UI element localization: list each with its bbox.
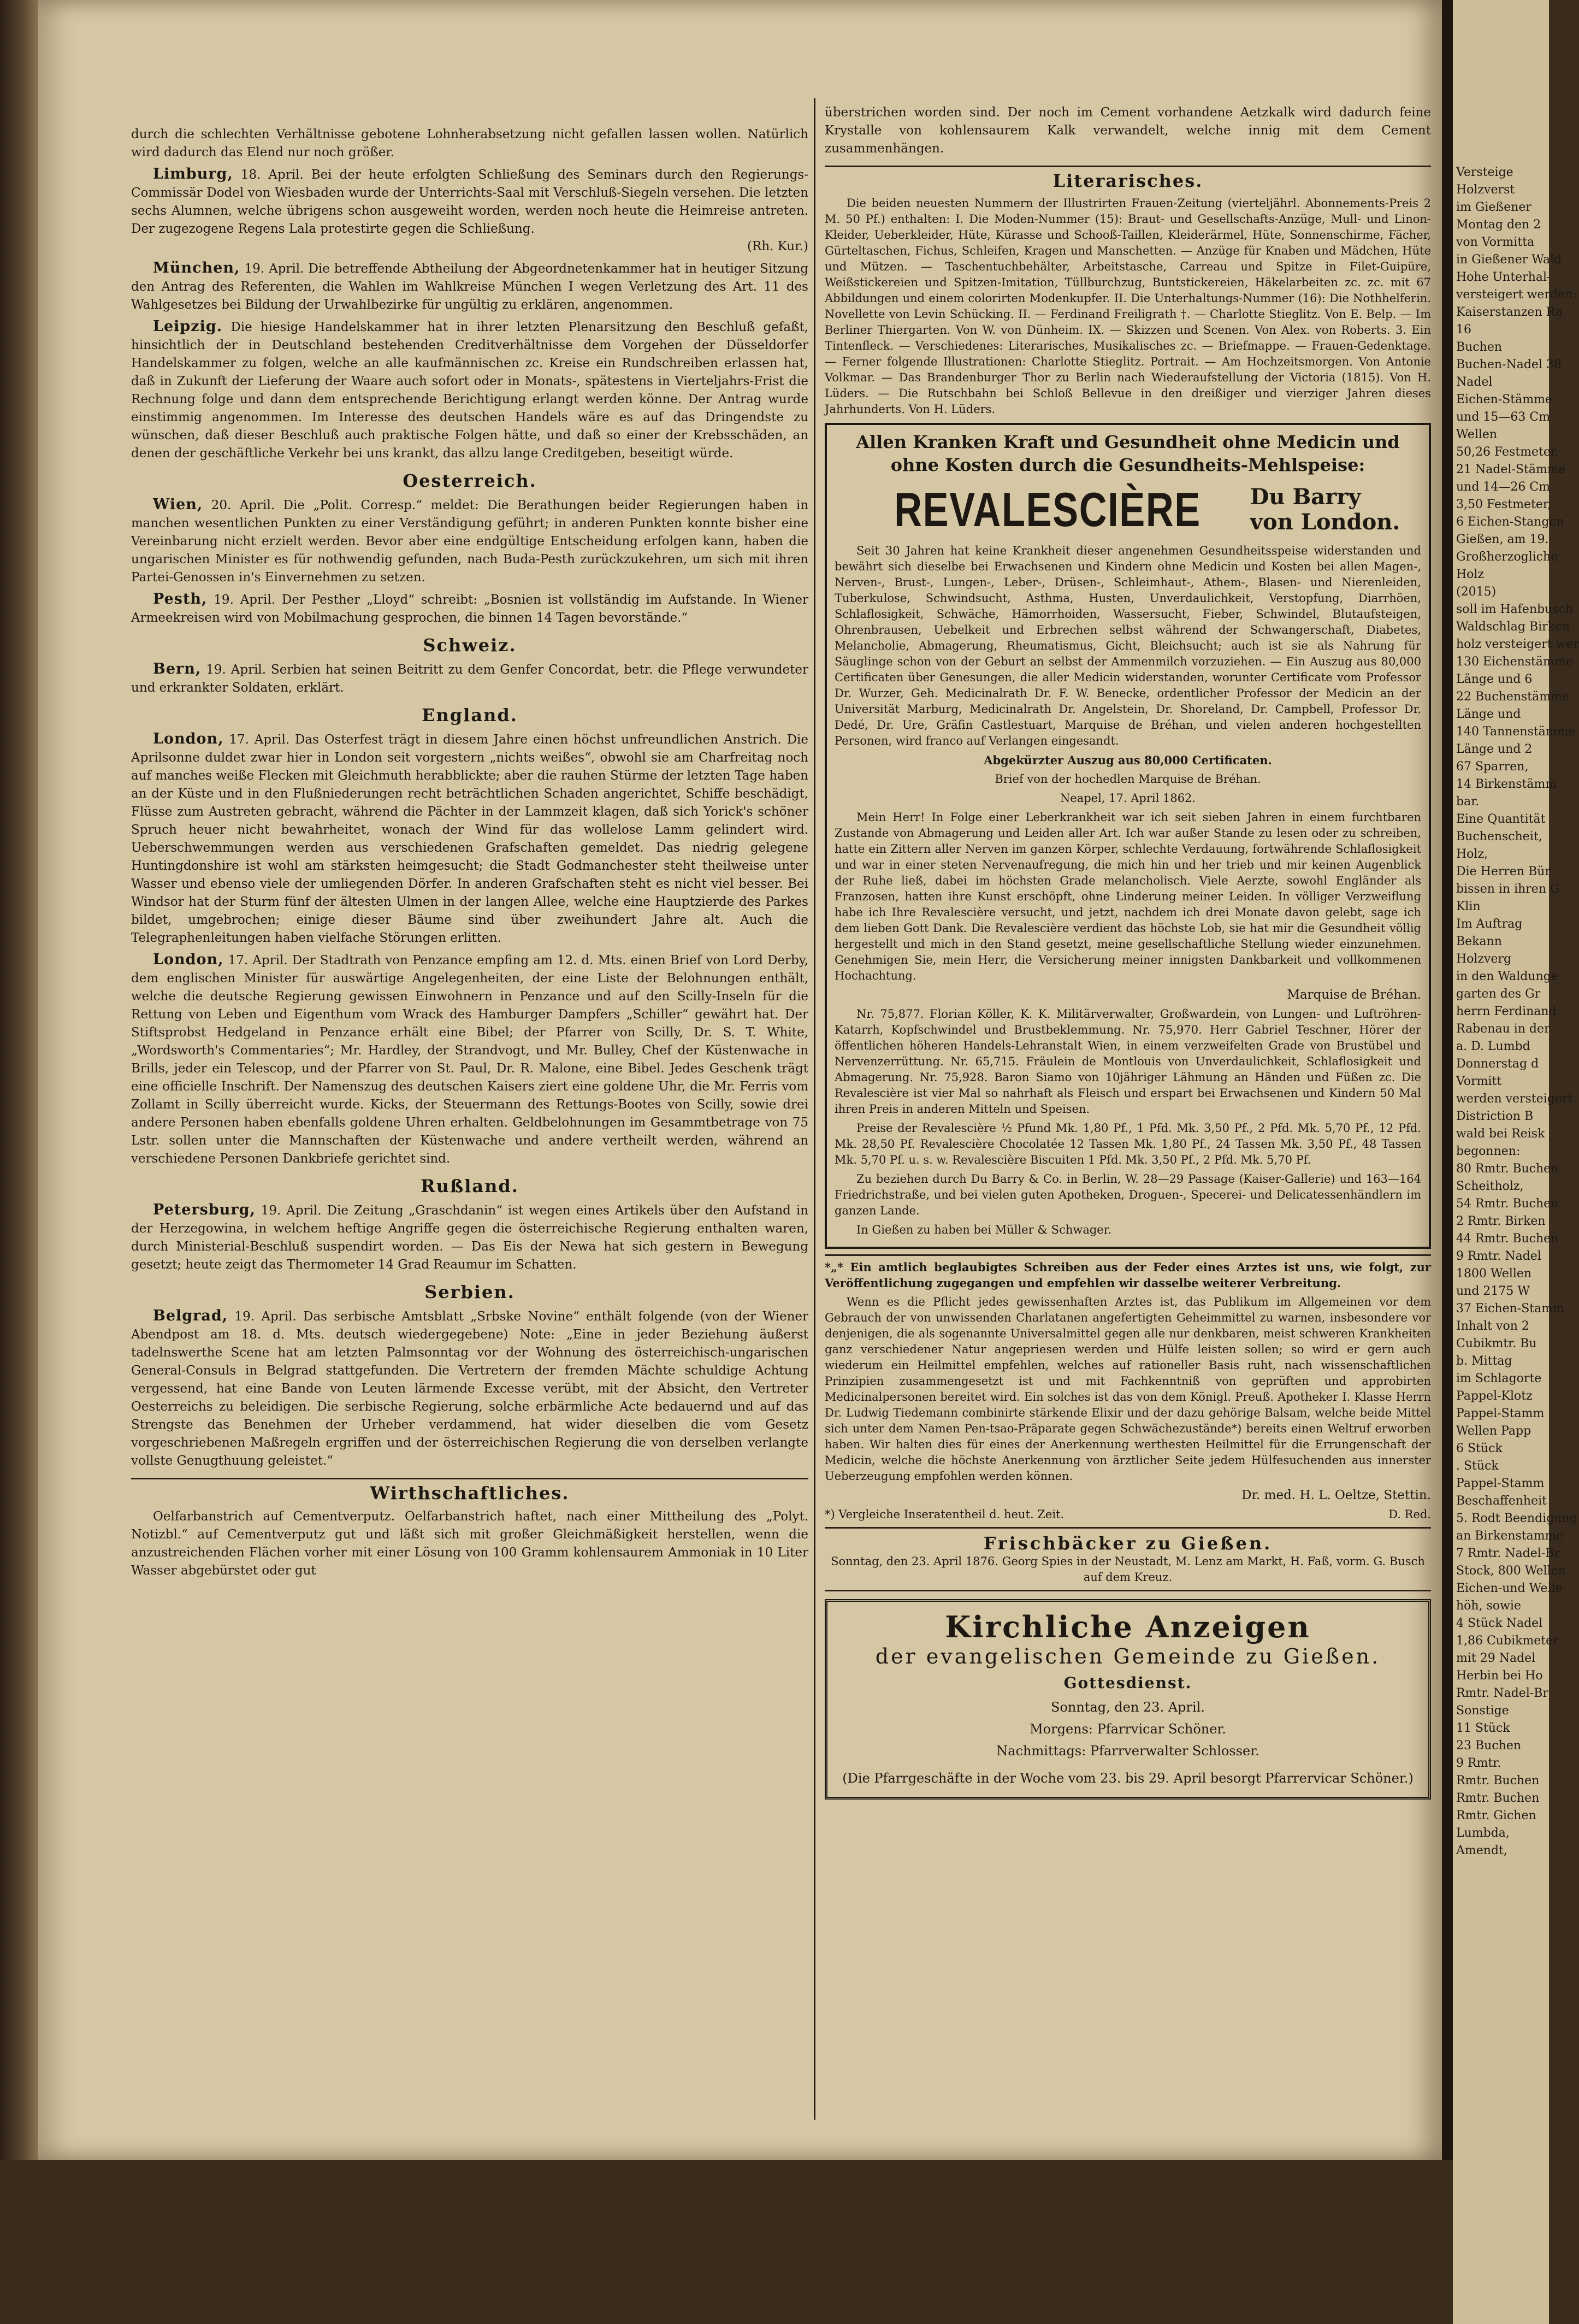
adjacent-page-line: Holzverg xyxy=(1456,952,1512,966)
adjacent-page-line: . Stück xyxy=(1456,1459,1499,1473)
brand-sub-2: von London. xyxy=(1250,509,1400,535)
adjacent-page-line: Pappel-Klotz xyxy=(1456,1389,1533,1403)
brand-sub-1: Du Barry xyxy=(1250,484,1361,510)
article-text: 17. April. Der Stadtrath von Penzance empfing am 12. d. Mts. einen Brief von Lord Derby, dem englischen Minister für auswärtige Angelegenheiten, der eine Liste der Belohnungen enthält, welche die deutsche Regierung gewissen Einwohnern in Penzance und auf den Scilly-Inseln für die Rettung von Leben und Eigenthum vom Wrack des Hamburger Dampfers „Schiller“ gewährt hat. Der Stiftsprobst Hedgeland in Penzance erhält eine Bibel; der Pfarrer von Scilly, Dr. S. T. White, „Wordsworth's Commentaries“; Mr. Hardley, der Strandvogt, und Mr. Bulley, Chef der Küstenwache in Brills, jeder ein Telescop, und der Pfarrer von St. Paul, Dr. R. Malone, eine Bibel. Jedes Geschenk trägt eine officielle Inschrift. Der Namenszug des deutschen Kaisers ziert eine goldene Uhr, die Mr. Ferris vom Zollamt in Scilly überreicht wurde. Kicks, der Steuermann des Rettungs-Bootes von Scilly, sowie drei andere Personen haben ebenfalls goldene Uhren erhalten. Geldbelohnungen im Gesammtbetrage von 75 Lstr. sollen unter die Mannschaften der Küstenwache und andere vertheilt werden, während an verschiedene Personen Dankbriefe gerichtet sind. xyxy=(131,953,808,1166)
adjacent-page-line: garten des Gr xyxy=(1456,987,1541,1001)
ad-letter-signature: Marquise de Bréhan. xyxy=(1287,988,1421,1002)
adjacent-page-line: in den Waldunge xyxy=(1456,970,1558,983)
section-heading-oesterreich: Oesterreich. xyxy=(403,470,537,491)
adjacent-page-line: Versteige xyxy=(1456,166,1513,179)
adjacent-page-line: Vormitt xyxy=(1456,1075,1502,1088)
dateline-place: Leipzig. xyxy=(153,318,223,335)
adjacent-page-line: Donnerstag d xyxy=(1456,1057,1539,1071)
dateline-place: München, xyxy=(153,259,240,276)
ad-letter-date: Neapel, 17. April 1862. xyxy=(1060,792,1196,805)
article-limburg xyxy=(131,165,808,238)
divider xyxy=(825,1527,1431,1529)
adjacent-page-line: Bekann xyxy=(1456,935,1502,948)
article-petersburg xyxy=(131,1201,808,1274)
dateline-place: Limburg, xyxy=(153,166,233,182)
article-pesth xyxy=(131,590,808,627)
adjacent-page-line: 5. Rodt Beendigung xyxy=(1456,1512,1577,1525)
adjacent-page-line: 11 Stück xyxy=(1456,1721,1510,1735)
adjacent-page-line: 1800 Wellen xyxy=(1456,1267,1532,1281)
adjacent-page-line: 7 Rmtr. Nadel-Br xyxy=(1456,1547,1560,1560)
adjacent-page-line: herrn Ferdinand xyxy=(1456,1005,1557,1018)
adjacent-page-line: versteigert werden: xyxy=(1456,288,1577,302)
adjacent-page-line: Holz xyxy=(1456,568,1485,581)
adjacent-page-line: 14 Birkenstämm xyxy=(1456,777,1557,791)
brand-name: REVALESCIÈRE xyxy=(894,482,1201,536)
adjacent-page-line: 16 xyxy=(1456,323,1471,337)
adjacent-page-line: bar. xyxy=(1456,795,1480,809)
article-london-2 xyxy=(131,951,808,1168)
adjacent-page-line: 130 Eichenstämme xyxy=(1456,655,1573,669)
article-text: 19. April. Die betreffende Abtheilung der Abgeordnetenkammer hat in heutiger Sitzung den Antrag des Referenten, die Wahlen im Wahlkreise München I wegen Verletzung des Art. 11 des Wahlgesetzes bei Bildung der Urwahlbezirke für ungültig zu erklären, angenommen. xyxy=(131,262,808,312)
adjacent-page-line: 54 Rmtr. Buchen xyxy=(1456,1197,1559,1211)
adjacent-page-line: höh, sowie xyxy=(1456,1599,1521,1613)
kirche-nachmittags: Nachmittags: Pfarrverwalter Schlosser. xyxy=(996,1743,1259,1759)
ad-prices: Preise der Revalescière ½ Pfund Mk. 1,80 Pf., 1 Pfd. Mk. 3,50 Pf., 2 Pfd. Mk. 5,70 Pf., 12 Pfd. Mk. 28,50 Pf. Revalescière Chocolatée 12 Tassen Mk. 1,80 Pf., 24 Tassen Mk. 3,50 Pf., 48 Tassen Mk. 5,70 Pf. u. s. w. Revalescière Biscuiten 1 Pfd. Mk. 3,50 Pf., 2 Pfd. Mk. 5,70 Pf. xyxy=(835,1122,1421,1166)
ad-sales: Zu beziehen durch Du Barry & Co. in Berlin, W. 28—29 Passage (Kaiser-Gallerie) und 163—164 Friedrichstraße, und bei vielen guten Apotheken, Droguen-, Specerei- und Delicatessenhändlern im ganzen Lande. xyxy=(835,1172,1421,1217)
adjacent-page-line: Rmtr. Buchen xyxy=(1456,1791,1540,1805)
adjacent-page-line: Distriction B xyxy=(1456,1110,1534,1123)
adjacent-page-line: im Schlagorte xyxy=(1456,1372,1542,1385)
article-text: 19. April. Das serbische Amtsblatt „Srbske Novine“ enthält folgende (von der Wiener Abendpost am 18. d. Mts. deutsch wiedergegebene) Note: „Eine in jeder Beziehung äußerst tadelnswerthe Scene hat am letzten Palmsonntag vor der Wohnung des österreichisch-ungarischen General-Consuls in Belgrad stattgefunden. Die Vertretern der fremden Mächte schuldige Achtung vergessend, hat eine Bande von Leuten lärmende Excesse verübt, mit der Absicht, den Vertreter Oesterreichs zu beleidigen. Die serbische Regierung, solche erbärmliche Acte bedauernd und auf das Strengste das Benehmen der Urheber verdammend, hat wider dieselben die vom Gesetz vorgeschriebenen Maßregeln ergriffen und der österreichischen Regierung die von derselben verlangte vollste Genugthuung geleistet.“ xyxy=(131,1310,808,1468)
adjacent-page-line: bissen in ihren G xyxy=(1456,882,1560,896)
article-text: 19. April. Serbien hat seinen Beitritt zu dem Genfer Concordat, betr. die Pflege verwundeter und erkrankter Soldaten, erklärt. xyxy=(131,663,808,695)
column-divider xyxy=(814,98,815,2120)
adjacent-page-line: soll im Hafenbusch xyxy=(1456,603,1574,616)
adjacent-page-line: Stock, 800 Wellen xyxy=(1456,1564,1566,1578)
adjacent-page-line: Die Herren Bür xyxy=(1456,865,1551,878)
kirche-gottesdienst: Gottesdienst. xyxy=(1063,1674,1192,1692)
adjacent-page-line: Inhalt von 2 xyxy=(1456,1319,1529,1333)
adjacent-page-line: 1,86 Cubikmeter xyxy=(1456,1634,1559,1648)
adjacent-page-line: begonnen: xyxy=(1456,1145,1521,1158)
adjacent-page-line: und 14—26 Cm xyxy=(1456,480,1551,494)
section-heading-russland: Rußland. xyxy=(421,1176,519,1196)
adjacent-page-line: Wellen Papp xyxy=(1456,1424,1531,1438)
dateline-place: London, xyxy=(153,951,224,968)
ad-cases: Nr. 75,877. Florian Köller, K. K. Militärverwalter, Großwardein, von Lungen- und Luftröhren-Katarrh, Kopfschwindel und Brustbeklemmung. Nr. 75,970. Herr Gabriel Teschner, Hörer der öffentlichen höheren Handels-Lehranstalt Wien, in einem verzweifelten Grade von Brustübel und Nervenzerrüttung. Nr. 65,715. Fräulein de Montlouis von Unverdaulichkeit, Schlaflosigkeit und Abmagerung. Nr. 75,928. Baron Siamo von 10jähriger Lähmung an Händen und Füßen zc. Die Revalescière ist vier Mal so nahrhaft als Fleisch und erspart bei Erwachsenen und Kindern 50 Mal ihren Preis in anderen Mitteln und Speisen. xyxy=(835,1007,1421,1116)
adjacent-page-line: Herbin bei Ho xyxy=(1456,1669,1543,1683)
dateline-place: London, xyxy=(153,730,224,747)
adjacent-page-line: 80 Rmtr. Buchen xyxy=(1456,1162,1559,1176)
article-london-1 xyxy=(131,730,808,947)
section-heading-england: England. xyxy=(422,705,518,725)
kirche-subtitle: der evangelischen Gemeinde zu Gießen. xyxy=(875,1644,1381,1668)
adjacent-page-line: Buchen xyxy=(1456,340,1503,354)
adjacent-page-line: Im Auftrag xyxy=(1456,917,1523,931)
adjacent-page-line: b. Mittag xyxy=(1456,1354,1512,1368)
adjacent-page-line: 4 Stück Nadel xyxy=(1456,1617,1543,1630)
kirche-note: (Die Pfarrgeschäfte in der Woche vom 23. bis 29. April besorgt Pfarrervicar Schöner.) xyxy=(842,1771,1414,1786)
adjacent-page-line: 9 Rmtr. Nadel xyxy=(1456,1249,1541,1263)
adjacent-page-line: (2015) xyxy=(1456,585,1497,599)
adjacent-page-line: Pappel-Stamm xyxy=(1456,1407,1545,1420)
page-gutter xyxy=(1442,0,1453,2160)
article-text: 20. April. Die „Polit. Corresp.“ meldet: Die Berathungen beider Regierungen haben in manchen wesentlichen Punkten zu einer Verständigung geführt; in anderen Punkten konnte bisher eine Vereinbarung nicht erzielt werden. Bevor aber eine endgültige Entscheidung erfolgen kann, haben die ungarischen Minister es für nothwendig gefunden, nach Buda-Pesth zurückzukehren, um sich mit ihren Partei-Genossen in's Einvernehmen zu setzen. xyxy=(131,498,809,585)
ad-letter-from: Brief von der hochedlen Marquise de Bréhan. xyxy=(995,772,1261,786)
adjacent-page-line: Hohe Unterhal- xyxy=(1456,270,1551,284)
ad-body: Seit 30 Jahren hat keine Krankheit dieser angenehmen Gesundheitsspeise widerstanden und bewährt sich dieselbe bei Erwachsenen und Kindern ohne Medicin und Kosten bei allen Magen-, Nerven-, Brust-, Lungen-, Leber-, Drüsen-, Schleimhaut-, Athem-, Blasen- und Nierenleiden, Tuberkulose, Schwindsucht, Asthma, Husten, Unverdaulichkeit, Verstopfung, Diarrhöen, Schlaflosigkeit, Schwäche, Hämorrhoiden, Wassersucht, Fieber, Schwindel, Blutaufsteigen, Ohrenbrausen, Uebelkeit und Erbrechen selbst während der Schwangerschaft, Diabetes, Melancholie, Abmagerung, Rheumatismus, Gicht, Bleichsucht; auch ist sie als Nahrung für Säuglinge schon von der Geburt an selbst der Ammenmilch vorzuziehen. — Ein Auszug aus 80,000 Certificaten über Genesungen, die aller Medicin widerstanden, worunter Certificate vom Professor Dr. Wurzer, Geh. Medicinalrath Dr. F. W. Benecke, ordentlicher Professor der Medicin an der Universität Marburg, Medicinalrath Dr. Angelstein, Dr. Shoreland, Dr. Campbell, Professor Dr. Dedé, Dr. Ure, Gräfin Castlestuart, Marquise de Bréhan, und vielen anderen hochgestellten Personen, wird franco auf Verlangen eingesandt. xyxy=(835,544,1421,747)
ad-headline: Allen Kranken Kraft und Gesundheit ohne Medicin und ohne Kosten durch die Gesundheits-Mehlspeise: xyxy=(856,432,1400,475)
adjacent-page-line: a. D. Lumbd xyxy=(1456,1040,1530,1053)
ad-letter: Mein Herr! In Folge einer Leberkrankheit war ich seit sieben Jahren in einem furchtbaren Zustande von Abmagerung und Leiden aller Art. Ich war außer Stande zu lesen oder zu schreiben, hatte ein Zittern aller Nerven im ganzen Körper, schlechte Verdauung, fortwährende Schlaflosigkeit und war in einer steten Nervenaufregung, die mich hin und her trieb und mir keinen Augenblick der Ruhe ließ, dabei im höchsten Grade melancholisch. Viele Aerzte, sowohl Engländer als Franzosen, hatten ihre Kunst erschöpft, ohne Linderung meiner Leiden. In völliger Verzweiflung habe ich Ihre Revalescière versucht, und jetzt, nachdem ich drei Monate davon gelebt, sage ich dem lieben Gott Dank. Die Revalescière verdient das höchste Lob, sie hat mir die Gesundheit völlig hergestellt und mich in den Stand gesetzt, meine gesellschaftliche Stellung wieder einzunehmen. Genehmigen Sie, mein Herr, die Versicherung meiner innigsten Dankbarkeit und vollkommenen Hochachtung. xyxy=(835,811,1421,982)
dateline-place: Pesth, xyxy=(153,591,208,607)
adjacent-page-text xyxy=(1453,164,1579,1860)
adjacent-page-line: Pappel-Stamm xyxy=(1456,1477,1545,1490)
book-binding xyxy=(0,0,38,2160)
adjacent-page-line: wald bei Reisk xyxy=(1456,1127,1545,1141)
adjacent-page-line: 6 Eichen-Stangen xyxy=(1456,515,1564,529)
adjacent-page-line: Länge und xyxy=(1456,707,1521,721)
adjacent-page-line: Rmtr. Gichen xyxy=(1456,1809,1536,1822)
adjacent-page-line: 67 Sparren, xyxy=(1456,760,1529,774)
continued-text: überstrichen worden sind. Der noch im Cement vorhandene Aetzkalk wird dadurch feine Krystalle von kohlensaurem Kalk verwandelt, welche innig mit dem Cement zusammenhängen. xyxy=(825,105,1431,156)
ad-oeltze-head: *„* Ein amtlich beglaubigtes Schreiben aus der Feder eines Arztes ist uns, wie folgt, zur Veröffentlichung zugegangen und empfehlen wir dasselbe weiterer Verbreitung. xyxy=(825,1260,1431,1290)
adjacent-page-line: 23 Buchen xyxy=(1456,1739,1522,1753)
ad-oeltze-note: *) Vergleiche Inseratentheil d. heut. Zeit. xyxy=(825,1508,1065,1521)
ad-baecker-title: Frischbäcker zu Gießen. xyxy=(983,1533,1273,1554)
adjacent-page-line: 6 Stück xyxy=(1456,1442,1503,1455)
dateline-place: Bern, xyxy=(153,660,202,677)
adjacent-page-line: 50,26 Festmeter, xyxy=(1456,445,1559,459)
adjacent-page-line: von Vormitta xyxy=(1456,235,1535,249)
adjacent-page-line: und 15—63 Cm xyxy=(1456,410,1551,424)
adjacent-page-line: Scheitholz, xyxy=(1456,1179,1524,1193)
ad-giessen-dealer: In Gießen zu haben bei Müller & Schwager. xyxy=(856,1223,1112,1236)
adjacent-page-line: Amendt, xyxy=(1456,1844,1507,1857)
kirche-date: Sonntag, den 23. April. xyxy=(1051,1700,1205,1715)
adjacent-page-line: Wellen xyxy=(1456,428,1498,441)
adjacent-page-line: 9 Rmtr. xyxy=(1456,1756,1501,1770)
adjacent-page-line: werden versteigert xyxy=(1456,1092,1573,1106)
adjacent-page-line: 3,50 Festmeter, xyxy=(1456,498,1552,511)
adjacent-page-line: Rmtr. Buchen xyxy=(1456,1774,1540,1788)
adjacent-page-line: Rmtr. Nadel-Br xyxy=(1456,1686,1548,1700)
advertisement-kirchliche-anzeigen xyxy=(825,1599,1431,1800)
adjacent-page-line: Buchen-Nadel 38 xyxy=(1456,358,1562,371)
left-column xyxy=(131,126,808,2158)
adjacent-page-line: Beschaffenheit xyxy=(1456,1494,1547,1508)
divider xyxy=(825,1590,1431,1591)
dateline-place: Belgrad, xyxy=(153,1307,228,1324)
article-text: 17. April. Das Osterfest trägt in diesem Jahre einen höchst unfreundlichen Anstrich. Die Aprilsonne duldet zwar hier in London seit vorgestern „nichts weißes“, obwohl sie am Charfreitag noch auf manches weiße Flecken mit Gleichmuth herabblickte; aber die rauhen Stürme der letzten Tage haben an der Küste und in den Flußniederungen recht beträchtlichen Schaden angerichtet, Schiffe beschädigt, Flüsse zum Austreten gebracht, während die Pächter in der Lammzeit klagen, daß sich Yorick's schöner Spruch heuer nicht bewahrheitet, wonach der Wind für das wollelose Lamm gelindert wird. Ueberschwemmungen werden aus verschiedenen Grafschaften gemeldet. Das niedrig gelegene Huntingdonshire ist wohl am stärksten heimgesucht; die Stadt Godmanchester steht theilweise unter Wasser und ebenso viele der umliegenden Dörfer. In anderen Grafschaften steht es nicht viel besser. Bei Windsor hat der Sturm fünf der ältesten Ulmen in der langen Allee, welche eine Hauptzierde des Parkes bildet, umgebrochen; einige dieser Bäume sind über zweihundert Jahre alt. Auch die Telegraphenleitungen haben vielfache Störungen erlitten. xyxy=(131,733,808,945)
adjacent-page-line: 22 Buchenstämme xyxy=(1456,690,1569,704)
adjacent-page-line: Holzverst xyxy=(1456,183,1515,197)
adjacent-page-line: Waldschlag Birken xyxy=(1456,620,1570,634)
adjacent-page-line: Eichen-Stämme xyxy=(1456,393,1552,406)
newspaper-page xyxy=(38,0,1442,2160)
adjacent-page-line: Länge und 6 xyxy=(1456,673,1533,686)
adjacent-page-line: Eine Quantität xyxy=(1456,812,1546,826)
article-text: Die hiesige Handelskammer hat in ihrer letzten Plenarsitzung den Beschluß gefaßt, hinsichtlich der in Deutschland bestehenden Creditverhältnisse dem Vorgehen der Düsseldorfer Handelskammer zu folgen, welche an alle kaufmännischen zc. Kreise ein Rundschreiben erlassen hat, daß in Zukunft der Lieferung der Waare auch sofort oder in Monats-, spätestens in Vierteljahrs-Frist die Rechnung folge und dann dem entsprechende Berichtigung erlangt werden könne. Der Antrag wurde einstimmig angenommen. Im Interesse des deutschen Handels wäre es auf das Dringendste zu wünschen, daß dieser Beschluß auch praktische Folgen hätte, und daß so einer der Krebsschäden, an denen der geschäftliche Verkehr bei uns krankt, das allzu lange Creditgeben, beseitigt würde. xyxy=(131,320,808,461)
adjacent-page-line: Sonstige xyxy=(1456,1704,1509,1718)
article-text: 19. April. Die Zeitung „Graschdanin“ ist wegen eines Artikels über den Aufstand in der Herzegowina, in welchem heftige Angriffe gegen die österreichische Regierung enthalten waren, durch Ministerial-Beschluß suspendirt worden. — Das Eis der Newa hat sich gestern in Bewegung gesetzt; heute zeigt das Thermometer 14 Grad Reaumur im Schatten. xyxy=(131,1204,808,1272)
article-bern xyxy=(131,660,808,697)
ad-extract-title: Abgekürzter Auszug aus 80,000 Certificaten. xyxy=(984,753,1272,767)
adjacent-page-line: im Gießener xyxy=(1456,200,1531,214)
adjacent-page-line: Montag den 2 xyxy=(1456,218,1541,232)
article-leipzig xyxy=(131,317,808,463)
adjacent-page-line: Eichen-und Welle xyxy=(1456,1582,1563,1595)
advertisement-revalesciere xyxy=(825,423,1431,1249)
article-text: 18. April. Bei der heute erfolgten Schließung des Seminars durch den Regierungs-Commissär Dodel von Wiesbaden wurde der Unterrichts-Saal mit Verschluß-Siegeln versehen. Die letzten sechs Alumnen, welche übrigens schon ausgeweiht worden, werden noch heute die Heimreise antreten. Der zugezogene Regens Lala protestirte gegen die Schließung. xyxy=(131,168,809,236)
adjacent-page-line: Holz, xyxy=(1456,847,1488,861)
advertisement-frischbaecker xyxy=(825,1533,1431,1585)
continued-text: durch die schlechten Verhältnisse gebotene Lohnherabsetzung nicht gefallen lassen wollen. Natürlich wird dadurch das Elend nur noch größer. xyxy=(131,127,808,160)
adjacent-page-line: mit 29 Nadel xyxy=(1456,1651,1536,1665)
section-heading-literarisches: Literarisches. xyxy=(825,166,1431,191)
dateline-place: Wien, xyxy=(153,496,203,513)
ad-oeltze-body: Wenn es die Pflicht jedes gewissenhaften Arztes ist, das Publikum im Allgemeinen vor dem Gebrauch der von unwissenden Charlatanen angefertigten Geheimmittel zu warnen, insbesondere vor denjenigen, die als sogenannte Universalmittel gegen alle nur denkbaren, meist schweren Krankheiten ganz verschiedener Natur angepriesen werden und Hülfe leisten sollen; so wird er gern auch wiederum ein Heilmittel empfehlen, welches auf rationeller Basis ruht, nach wissenschaftlichen Prinzipien zusammengesetzt ist und mit Fachkenntniß von geprüften und approbirten Medicinalpersonen bereitet wird. Ein solches ist das von dem Königl. Preuß. Apotheker I. Klasse Herrn Dr. Ludwig Tiedemann combinirte stärkende Elixir und der dazu gehörige Balsam, welche beide Mittel sich unter dem Namen Pen-tsao-Präparate gegen Schwächezustände*) bereits einen Weltruf erworben haben. Wir halten dies für eines der Anerkennung werthesten Heilmittel für die Errungenschaft der Medicin, welche die höchste Anerkennung von ärztlicher Seite jedem Hülfesuchenden aus innerster Ueberzeugung empfohlen werden können. xyxy=(825,1295,1431,1483)
adjacent-page-line: holz versteigert wer xyxy=(1456,638,1579,651)
adjacent-page-line: Großherzogliche xyxy=(1456,550,1558,564)
section-heading-wirthschaftliches: Wirthschaftliches. xyxy=(131,1478,808,1503)
adjacent-page-line: 37 Eichen-Stamm xyxy=(1456,1302,1564,1316)
section-heading-serbien: Serbien. xyxy=(424,1282,515,1302)
adjacent-page-line: 44 Rmtr. Buchen xyxy=(1456,1232,1559,1246)
article-source: (Rh. Kur.) xyxy=(747,239,808,253)
right-column xyxy=(825,104,1431,2136)
adjacent-page-line: und 2175 W xyxy=(1456,1284,1530,1298)
adjacent-page-line: Buchenscheit, xyxy=(1456,830,1542,844)
adjacent-page-line: an Birkenstamme xyxy=(1456,1529,1564,1543)
adjacent-page-edge xyxy=(1453,0,1579,2324)
advertisement-oeltze xyxy=(825,1254,1431,1523)
adjacent-page-line: Nadel xyxy=(1456,375,1493,389)
article-muenchen xyxy=(131,259,808,314)
article-wien xyxy=(131,496,808,587)
brand-origin xyxy=(1250,485,1400,535)
adjacent-page-line: 140 Tannenstämme xyxy=(1456,725,1576,739)
ad-oeltze-red: D. Red. xyxy=(1388,1508,1431,1521)
adjacent-page-line: Kaiserstanzen Ra xyxy=(1456,305,1563,319)
section-heading-schweiz: Schweiz. xyxy=(423,635,517,656)
article-text: 19. April. Der Pesther „Lloyd“ schreibt: „Bosnien ist vollständig im Aufstande. In Wiener Armeekreisen wird von Mobilmachung gesprochen, die binnen 14 Tagen bevorstände.“ xyxy=(131,593,808,625)
adjacent-page-line: in Gießener Wald xyxy=(1456,253,1562,267)
ad-oeltze-footer xyxy=(825,1507,1431,1523)
ad-baecker-text: Sonntag, den 23. April 1876. Georg Spies in der Neustadt, M. Lenz am Markt, H. Faß, vorm. G. Busch auf dem Kreuz. xyxy=(831,1555,1425,1584)
kirche-title: Kirchliche Anzeigen xyxy=(945,1609,1311,1644)
dateline-place: Petersburg, xyxy=(153,1201,256,1218)
article-literarisches: Die beiden neuesten Nummern der Illustrirten Frauen-Zeitung (vierteljährl. Abonnements-Preis 2 M. 50 Pf.) enthalten: I. Die Moden-Nummer (15): Braut- und Gesellschafts-Anzüge, Mull- und Linon-Kleider, Ueberkleider, Hüte, Kürasse und Schooß-Taillen, Kleiderärmel, Hüte, Sonnenschirme, Fächer, Gürteltaschen, Fichus, Schleifen, Kragen und Manschetten. — Anzüge für Knaben und Mädchen, Hüte und Mützen. — Taschentuchbehälter, Arbeitstasche, Carreau und Spitze in Filet-Guipüre, Weißstickereien und Spitzen-Imitation, Tüllburchzug, Buntstickereien, Häkelarbeiten zc. zc. mit 67 Abbildungen und einem colorirten Modenkupfer. II. Die Unterhaltungs-Nummer (16): Die Nothhelferin. Novellette von Levin Schücking. II. — Ferdinand Freiligrath †. — Charlotte Stieglitz. Von E. Belp. — Im Berliner Thiergarten. Von W. von Dünheim. IX. — Skizzen und Scenen. Von Alex. von Roberts. 3. Ein Tintenfleck. — Verschiedenes: Literarisches, Musikalisches zc. — Briefmappe. — Frauen-Gedenktage. — Ferner folgende Illustrationen: Charlotte Stieglitz. Portrait. — Am Hochzeitsmorgen. Von Antonie Volkmar. — Das Brandenburger Thor zu Berlin nach Wiederaufstellung der Victoria (1815). Von H. Lüders. — Die Rutschbahn bei Schloß Bellevue in den dreißiger und vierziger Jahren dieses Jahrhunderts. Von H. Lüders. xyxy=(825,197,1431,416)
ad-oeltze-signature: Dr. med. H. L. Oeltze, Stettin. xyxy=(1241,1488,1431,1502)
adjacent-page-line: Gießen, am 19. xyxy=(1456,533,1549,546)
adjacent-page-line: Rabenau in der xyxy=(1456,1022,1550,1036)
adjacent-page-line: Lumbda, xyxy=(1456,1826,1510,1840)
adjacent-page-line: 2 Rmtr. Birken xyxy=(1456,1214,1546,1228)
ad-brand xyxy=(835,482,1421,538)
adjacent-page-line: Cubikmtr. Bu xyxy=(1456,1337,1537,1350)
adjacent-page-line: Länge und 2 xyxy=(1456,742,1533,756)
article-wirthschaftliches: Oelfarbanstrich auf Cementverputz. Oelfarbanstrich haftet, nach einer Mittheilung des „Polyt. Notizbl.“ auf Cementverputz gut und läßt sich mit großer Gleichmäßigkeit herstellen, wenn die anzustreichenden Flächen vorher mit einer Lösung von 100 Gramm kohlensaurem Ammoniak in 10 Liter Wasser abgebürstet oder gut xyxy=(131,1509,808,1578)
kirche-morgens: Morgens: Pfarrvicar Schöner. xyxy=(1030,1721,1226,1737)
adjacent-page-line: Klin xyxy=(1456,900,1481,913)
article-belgrad xyxy=(131,1307,808,1470)
adjacent-page-line: 21 Nadel-Stämme xyxy=(1456,463,1566,476)
